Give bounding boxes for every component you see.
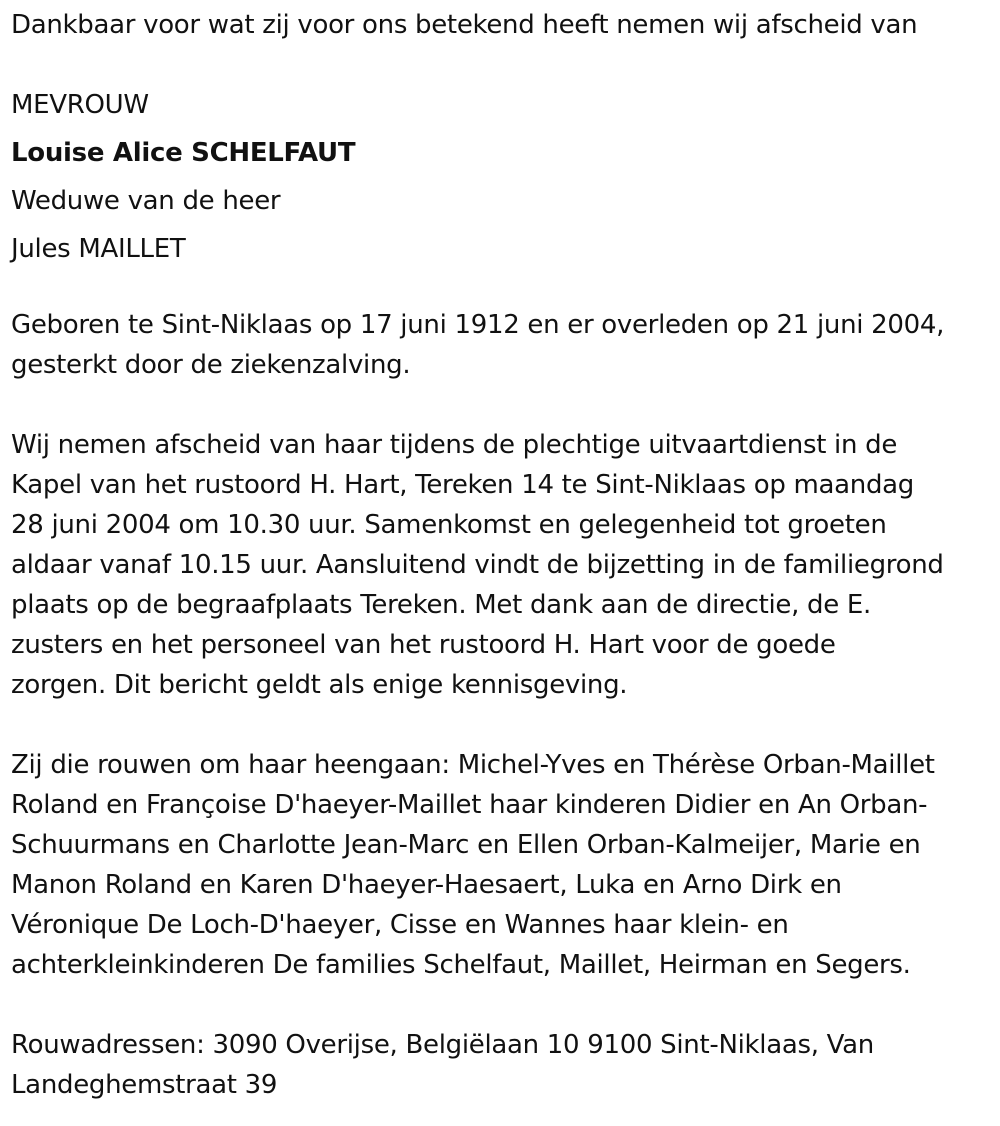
mourners-paragraph xyxy=(11,745,991,985)
addresses-paragraph xyxy=(11,1025,991,1105)
paragraph-line: Wij nemen afscheid van haar tijdens de plechtige uitvaartdienst in de xyxy=(11,430,898,460)
spacer xyxy=(11,273,991,305)
widow-line: Weduwe van de heer xyxy=(11,186,281,216)
spacer xyxy=(11,49,991,81)
paragraph-line: zorgen. Dit bericht geldt als enige kennisgeving. xyxy=(11,670,628,700)
paragraph-line: achterkleinkinderen De families Schelfaut, Maillet, Heirman en Segers. xyxy=(11,950,911,980)
paragraph-line: 28 juni 2004 om 10.30 uur. Samenkomst en gelegenheid tot groeten xyxy=(11,510,887,540)
paragraph-line: Véronique De Loch-D'haeyer, Cisse en Wannes haar klein- en xyxy=(11,910,789,940)
intro-text: Dankbaar voor wat zij voor ons betekend heeft nemen wij afscheid van xyxy=(11,10,918,40)
paragraph-line: Manon Roland en Karen D'haeyer-Haesaert, Luka en Arno Dirk en xyxy=(11,870,842,900)
title-mevrouw: MEVROUW xyxy=(11,90,149,120)
deceased-name: Louise Alice SCHELFAUT xyxy=(11,138,356,168)
paragraph-line: Roland en Françoise D'haeyer-Maillet haar kinderen Didier en An Orban- xyxy=(11,790,928,820)
paragraph-line: Landeghemstraat 39 xyxy=(11,1070,278,1100)
paragraph-line: Rouwadressen: 3090 Overijse, Belgiëlaan 10 9100 Sint-Niklaas, Van xyxy=(11,1030,874,1060)
paragraph-line: zusters en het personeel van het rustoord H. Hart voor de goede xyxy=(11,630,836,660)
spacer xyxy=(11,985,991,1025)
obituary-document xyxy=(11,0,991,1105)
paragraph-line: Zij die rouwen om haar heengaan: Michel-Yves en Thérèse Orban-Maillet xyxy=(11,750,935,780)
paragraph-line: gesterkt door de ziekenzalving. xyxy=(11,350,411,380)
paragraph-line: plaats op de begraafplaats Tereken. Met dank aan de directie, de E. xyxy=(11,590,871,620)
spacer xyxy=(11,705,991,745)
paragraph-line: Schuurmans en Charlotte Jean-Marc en Ellen Orban-Kalmeijer, Marie en xyxy=(11,830,921,860)
paragraph-line: aldaar vanaf 10.15 uur. Aansluitend vindt de bijzetting in de familiegrond xyxy=(11,550,944,580)
spacer xyxy=(11,385,991,425)
funeral-paragraph xyxy=(11,425,991,705)
paragraph-line: Geboren te Sint-Niklaas op 17 juni 1912 en er overleden op 21 juni 2004, xyxy=(11,310,945,340)
paragraph-line: Kapel van het rustoord H. Hart, Tereken 14 te Sint-Niklaas op maandag xyxy=(11,470,914,500)
husband-name: Jules MAILLET xyxy=(11,234,186,264)
birth-death-paragraph xyxy=(11,305,991,385)
